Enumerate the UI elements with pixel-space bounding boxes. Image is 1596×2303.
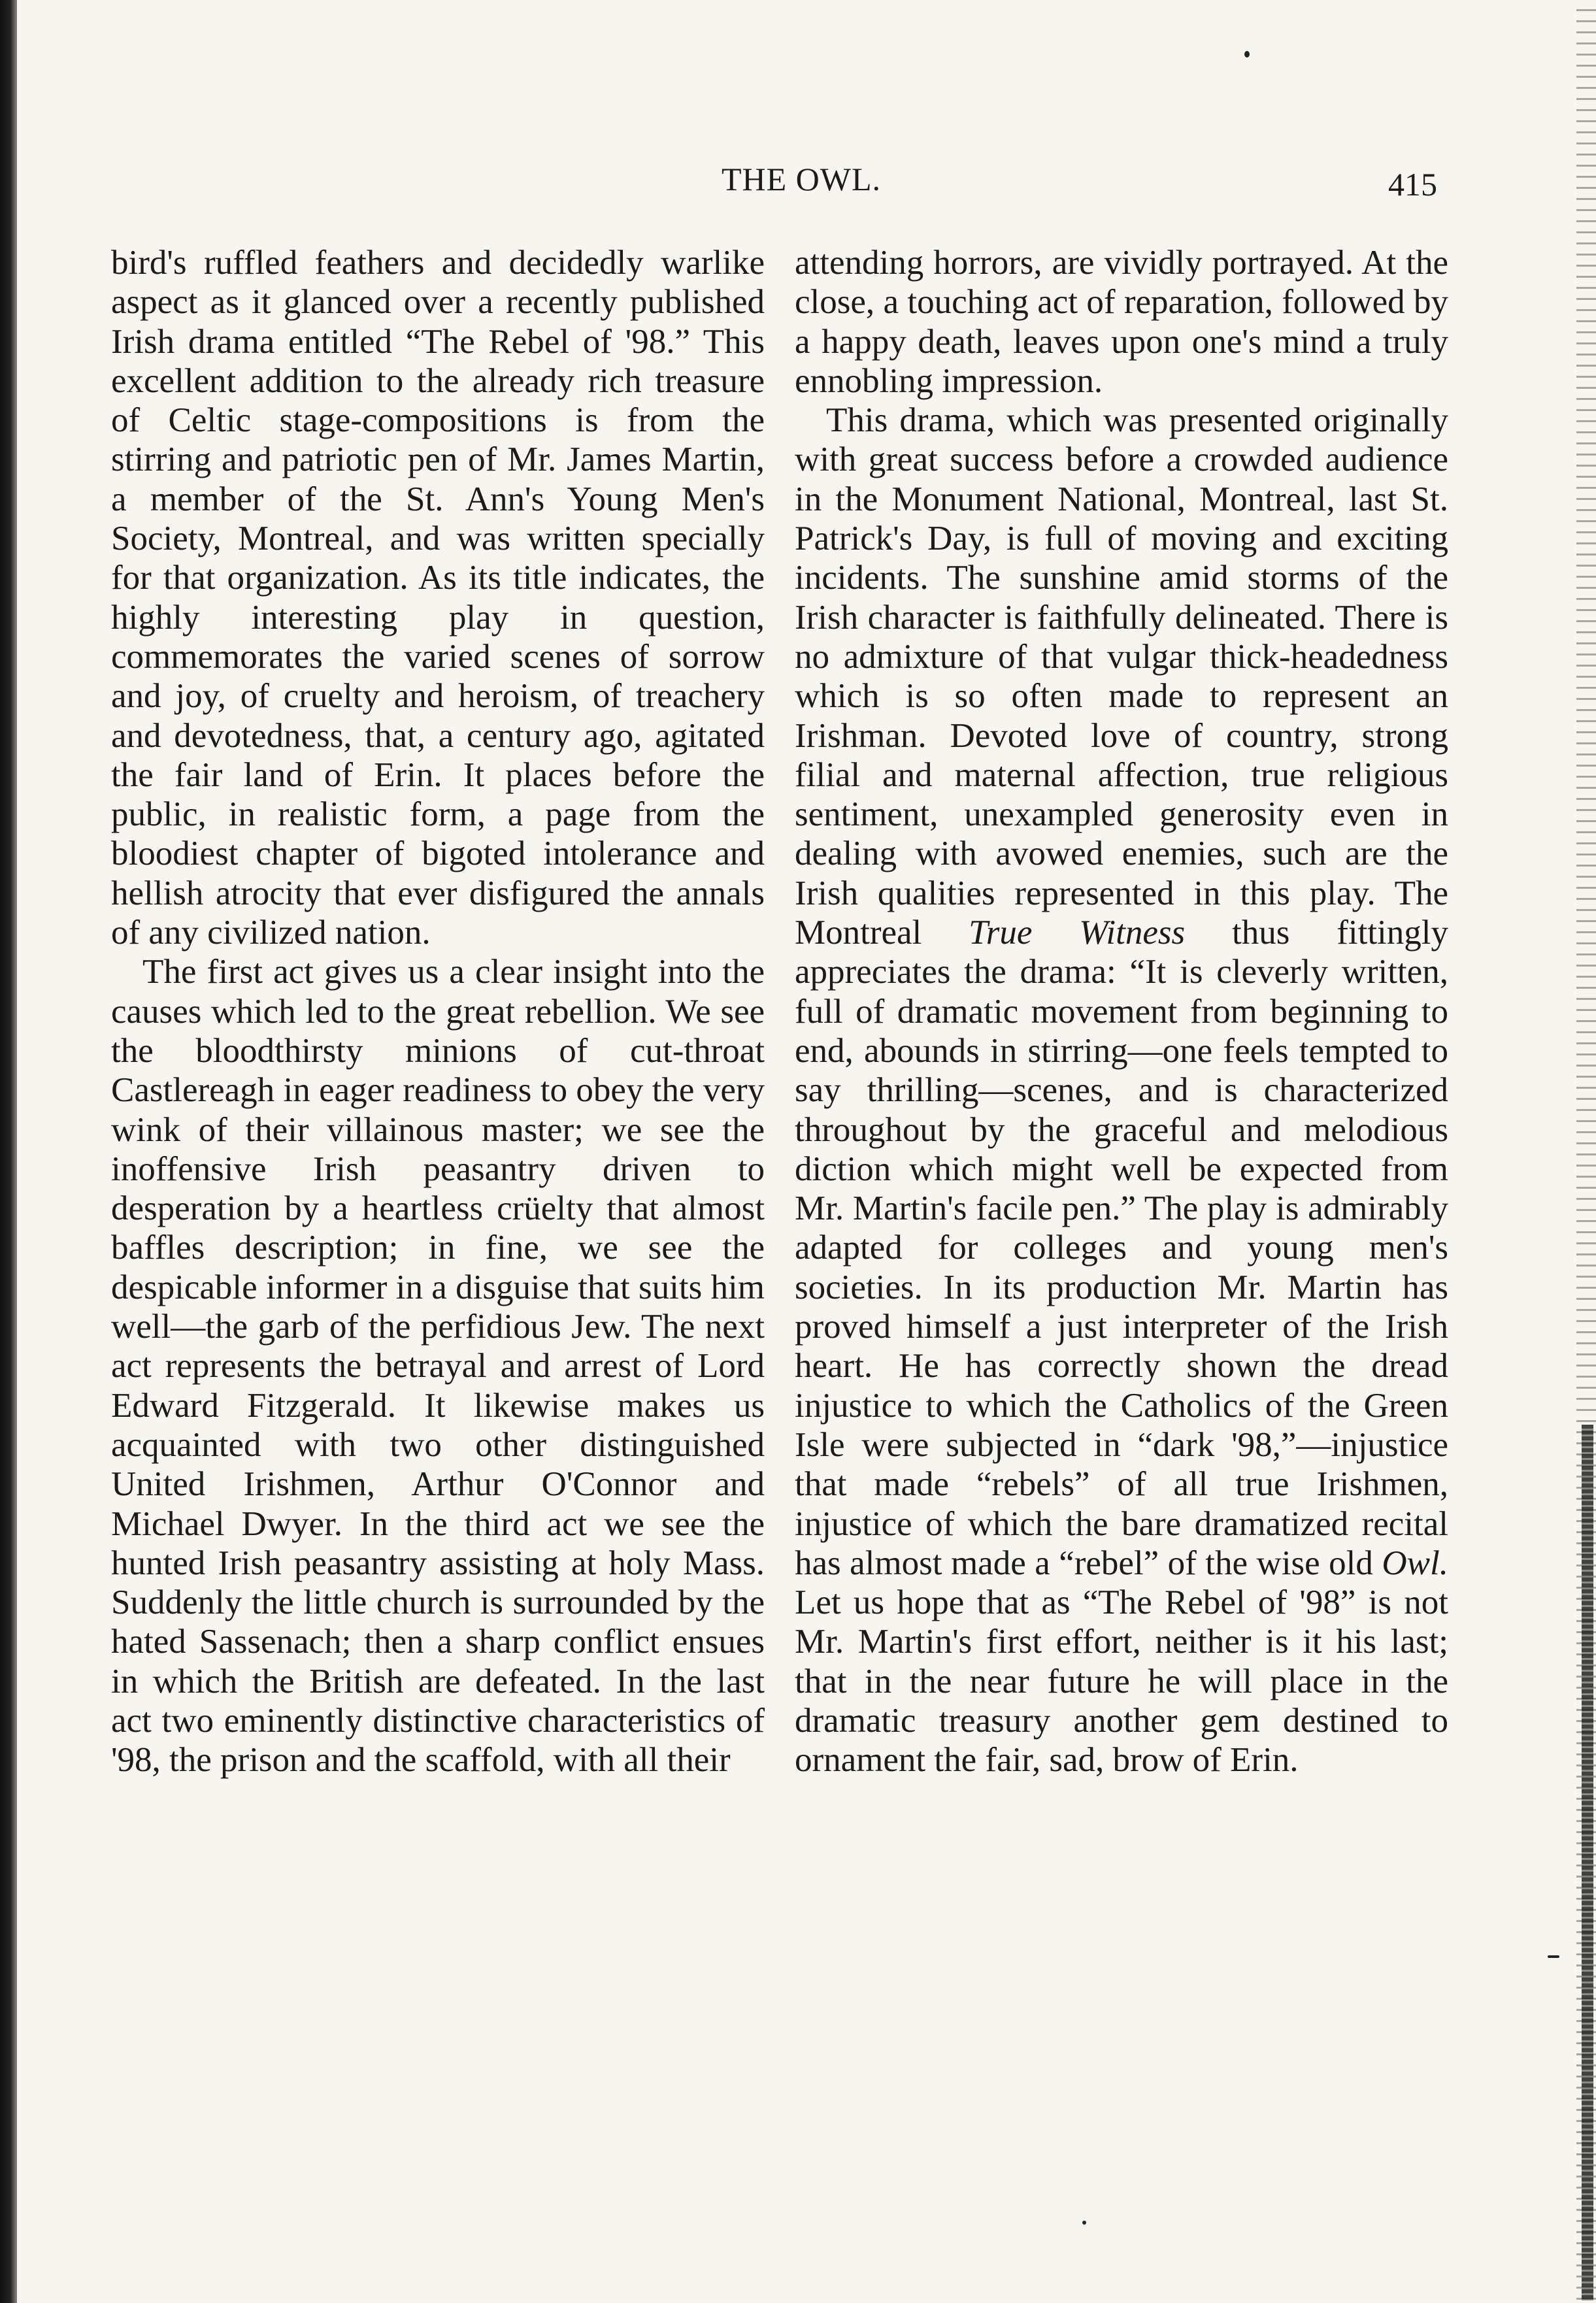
review-text-part-c: Let us hope that as “The Rebel of '98” is not Mr. Martin's first effort, neither is it his last; that in the near future he will place in the dramatic treasury another gem destined to ornament the fair, sad, brow of Erin. [795,1583,1448,1780]
running-head-title: THE OWL. [721,161,882,197]
paragraph-continued: bird's ruffled feathers and decidedly warlike aspect as it glanced over a recently published Irish drama entitled “The Rebel of '98.” This excellent addition to the already rich treasure of Celtic stage-compositions is from the stirring and patriotic pen of Mr. James Martin, a member of the St. Ann's Young Men's Society, Montreal, and was written specially for that organization. As its title indicates, the highly interesting play in question, commemorates the varied scenes of sorrow and joy, of cruelty and heroism, of treachery and devotedness, that, a century ago, agitated the fair land of Erin. It places before the public, in realistic form, a page from the bloodiest chapter of bigoted intolerance and hellish atrocity that ever disfigured the annals of any civilized nation. [111,244,765,952]
owl-title-italic: Owl. [1382,1544,1449,1582]
ink-speck [1244,51,1250,58]
review-text-part-b: thus fittingly appreciates the drama: “It is cleverly written, full of dramatic movement from beginning to end, abounds in stirring—one feels tempted to say thrilling—scenes, and is characterized throughout by the graceful and melodious diction which might well be expected from Mr. Martin's facile pen.” The play is admirably adapted for colleges and young men's societies. In its production Mr. Martin has proved himself a just interpreter of the Irish heart. He has correctly shown the dread injustice to which the Catholics of the Green Isle were subjected in “dark '98,”—injustice that made “rebels” of all true Irishmen, injustice of which the bare dramatized recital has almost made a “rebel” of the wise old [795,914,1448,1582]
ink-speck [1548,1955,1559,1958]
review-text-part-a: This drama, which was presented originally with great success before a crowded audience in the Monument National, Montreal, last St. Patrick's Day, is full of moving and exciting incidents. The sunshine amid storms of the Irish character is faithfully delineated. There is no admixture of that vulgar thick-headedness which is so often made to represent an Irishman. Devoted love of country, strong filial and maternal affection, true religious sentiment, unexampled generosity even in dealing with avowed enemies, such are the Irish qualities represented in this play. The Montreal [795,401,1448,952]
paragraph-continued-right: attending horrors, are vividly portrayed. At the close, a touching act of reparation, followed by a happy death, leaves upon one's mind a truly ennobling impression. [795,244,1448,400]
page-number: 415 [1388,166,1437,203]
ink-speck [1082,2221,1086,2225]
paragraph-first-act: The first act gives us a clear insight into the causes which led to the great rebellion. We see the bloodthirsty minions of cut-throat Castlereagh in eager readiness to obey the very wink of their villainous master; we see the inoffensive Irish peasantry driven to desperation by a heartless crüelty that almost baffles description; in fine, we see the despicable informer in a disguise that suits him well—the garb of the perfidious Jew. The next act represents the betrayal and arrest of Lord Edward Fitzgerald. It likewise makes us acquainted with two other distinguished United Irishmen, Arthur O'Connor and Michael Dwyer. In the third act we see the hunted Irish peasantry assisting at holy Mass. Suddenly the little church is surrounded by the hated Sassenach; then a sharp conflict ensues in which the British are defeated. In the last act two eminently distinctive characteristics of '98, the prison and the scaffold, with all their [111,953,765,1780]
paragraph-drama-review [795,401,1448,1780]
text-column-right [795,243,1448,1780]
page-binding-shadow-right [1582,1425,1593,2300]
newspaper-title-italic: True Witness [969,914,1186,952]
text-column-left [111,243,765,1780]
page-binding-edge-left [0,0,17,2303]
